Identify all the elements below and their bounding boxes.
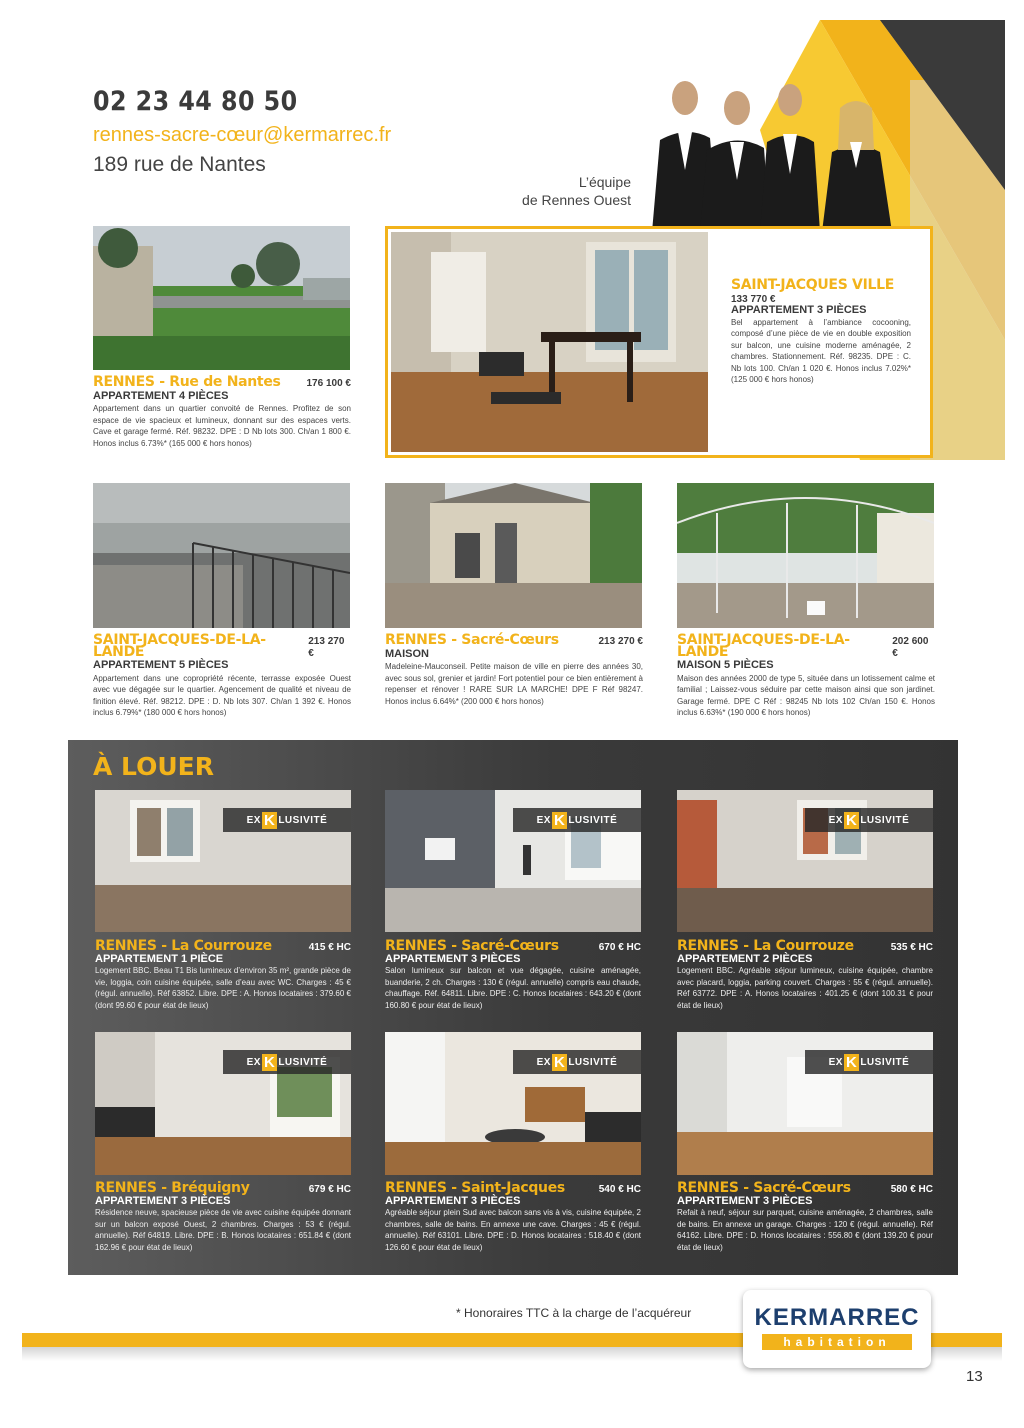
listing-price: 213 270 € [308,636,345,659]
rental-card[interactable] [677,938,933,1011]
property-photo[interactable] [93,226,350,370]
property-photo[interactable] [677,790,933,932]
rental-city: RENNES - Sacré-Cœurs [385,938,559,954]
featured-listing[interactable] [385,226,933,458]
rental-price: 670 € HC [598,942,641,953]
rental-price: 679 € HC [308,1184,351,1195]
agency-email[interactable]: rennes-sacre-cœur@kermarrec.fr [93,124,392,146]
rental-description: Agréable séjour plein Sud avec balcon sans vis à vis, cuisine équipée, 2 chambres, salle de bains. En annexe une cave. Charges : 45 € (régul. annuelle). Réf 63101. Libre. DPE : D. Honos locataires : 518.40 € (dont 126.60 € pour état de lieux) [385,1208,641,1252]
listing-city: RENNES - Rue de Nantes [93,374,281,390]
exclusivity-badge: EX K LUSIVITÉ [223,808,351,832]
rental-city: RENNES - La Courrouze [95,938,272,954]
listing-card[interactable] [93,632,351,719]
rental-card[interactable] [95,938,351,1011]
page-number: 13 [966,1368,983,1385]
listing-card[interactable] [93,374,351,449]
property-photo[interactable] [93,483,350,628]
listing-price: 176 100 € [306,378,351,389]
listing-city: SAINT-JACQUES-DE-LA-LANDE [677,632,850,660]
property-photo[interactable] [385,483,642,628]
listing-city: RENNES - Sacré-Cœurs [385,632,559,648]
rental-city: RENNES - Sacré-Cœurs [677,1180,851,1196]
rental-card[interactable] [677,1180,933,1253]
rental-card[interactable] [95,1180,351,1253]
listing-type: MAISON 5 PIÈCES [677,659,774,671]
listing-type: APPARTEMENT 4 PIÈCES [93,389,229,402]
exclusivity-badge: EX K LUSIVITÉ [513,808,641,832]
listing-city: SAINT-JACQUES-DE-LA-LANDE [93,632,266,660]
listing-price: 213 270 € [598,636,643,647]
rent-section-title: À LOUER [93,752,214,781]
team-caption-line2: de Rennes Ouest [522,192,631,208]
rental-type: APPARTEMENT 3 PIÈCES [95,1194,231,1207]
listing-description: Maison des années 2000 de type 5, située dans un lotissement calme et familial ; Laissez-vous séduire par cette maison ainsi que son jardinet. Garage fermé. DPE C Réf : 98245 Nb lots 102 Ch/an 150 €. Honos inclus 6.63%* (190 000 € hors honos) [677,673,935,717]
rental-city: RENNES - Bréquigny [95,1180,250,1196]
property-photo[interactable] [95,1032,351,1175]
team-caption [522,173,631,209]
team-caption-line1: L’équipe [578,174,631,190]
listing-card[interactable] [385,632,643,707]
property-photo[interactable] [95,790,351,932]
footnote: * Honoraires TTC à la charge de l’acquéreur [456,1306,692,1320]
logo-subtitle: habitation [762,1334,912,1350]
listing-description: Appartement dans une copropriété récente, terrasse exposée Ouest avec vue dégagée sur le quartier. Agencement de qualité et niveau de finition élevé. Réf. 98212. DPE : D. Nb lots 307. Ch/an 1 392 €. Honos inclus 6.79%* (180 000 € hors honos) [93,673,351,717]
listing-description: Appartement dans un quartier convoité de Rennes. Profitez de son espace de vie spacieux et lumineux, donnant sur des espaces verts. Cave et garage fermé. Réf. 98232. DPE : D Nb lots 300. Ch/an 1 800 €. Honos inclus 6.73%* (165 000 € hors honos) [93,404,351,448]
kermarrec-logo[interactable] [743,1290,931,1368]
exclusivity-badge: EX K LUSIVITÉ [805,1050,933,1074]
property-photo[interactable] [385,1032,641,1175]
agency-phone[interactable]: 02 23 44 80 50 [93,86,298,117]
property-photo[interactable] [385,790,641,932]
listing-type: APPARTEMENT 3 PIÈCES [731,304,867,316]
exclusivity-badge: EX K LUSIVITÉ [513,1050,641,1074]
rental-type: APPARTEMENT 3 PIÈCES [677,1194,813,1207]
rental-type: APPARTEMENT 1 PIÈCE [95,952,224,965]
rental-description: Résidence neuve, spacieuse pièce de vie avec cuisine équipée donnant sur un balcon exposé Ouest, 2 chambres. Charges : 53 € (régul. annuelle). Réf 64819. Libre. DPE : B. Honos locataires : 651.84 € (dont 162.96 € pour état de lieux) [95,1208,351,1252]
rental-type: APPARTEMENT 2 PIÈCES [677,952,813,965]
logo-name: KERMARREC [754,1304,920,1331]
agency-address: 189 rue de Nantes [93,153,266,176]
rental-description: Logement BBC. Agréable séjour lumineux, cuisine équipée, chambre avec placard, loggia, parking couvert. Charges : 55 € (régul. annuelle). Réf 63772. DPE : A. Honos locataires : 401.25 € (dont 100.31 € pour état de lieux) [677,966,933,1010]
rental-description: Logement BBC. Beau T1 Bis lumineux d’environ 35 m², grande pièce de vie, loggia, coin cuisine équipée, salle d’eau avec WC. Charges : 45 € (régul. annuelle). Réf 63852. Libre. DPE : A. Honos locataires : 379.60 € (dont 99.60 € pour état de lieux) [95,966,351,1010]
listing-city: SAINT-JACQUES VILLE [731,277,895,293]
rental-price: 580 € HC [890,1184,933,1195]
rental-type: APPARTEMENT 3 PIÈCES [385,1194,521,1207]
property-photo[interactable] [391,232,708,452]
rental-price: 415 € HC [308,942,351,953]
listing-price: 202 600 € [892,636,929,659]
rental-city: RENNES - Saint-Jacques [385,1180,565,1196]
rental-price: 535 € HC [890,942,933,953]
rental-type: APPARTEMENT 3 PIÈCES [385,952,521,965]
listing-price: 133 770 € [731,293,776,305]
featured-listing-text [731,277,911,386]
rental-city: RENNES - La Courrouze [677,938,854,954]
rental-card[interactable] [385,938,641,1011]
rental-description: Salon lumineux sur balcon et vue dégagée, cuisine aménagée, buanderie, 2 ch. Charges : 130 € (régul. annuelle) compris eau chaude, chauffage. Réf. 64811. Libre. DPE : C. Honos locataires : 643.20 € (dont 160.80 € pour état de lieux) [385,966,641,1010]
property-photo[interactable] [677,1032,933,1175]
rental-price: 540 € HC [598,1184,641,1195]
exclusivity-badge: EX K LUSIVITÉ [223,1050,351,1074]
team-photo [652,70,922,232]
exclusivity-badge: EX K LUSIVITÉ [805,808,933,832]
listing-description: Bel appartement à l’ambiance cocooning, composé d’une pièce de vie en double exposition sur balcon, une cuisine moderne aménagée, 2 chambres. Stationnement. Réf. 98235. DPE : C. Nb lots 100. Ch/an 1 020 €. Honos inclus 7.02%* (125 000 € hors honos) [731,317,911,384]
property-photo[interactable] [677,483,934,628]
listing-type: APPARTEMENT 5 PIÈCES [93,659,229,671]
rental-description: Refait à neuf, séjour sur parquet, cuisine aménagée, 2 chambres, salle de bains. En annexe un garage. Charges : 120 € (régul. annuelle). Réf 64162. Libre. DPE : D. Honos locataires : 556.80 € (dont 139.20 € pour état de lieux) [677,1208,933,1252]
listing-card[interactable] [677,632,935,719]
listing-type: MAISON [385,647,429,660]
listing-description: Madeleine-Mauconseil. Petite maison de ville en pierre des années 30, avec sous sol, grenier et jardin! Fort potentiel pour ce bien entièrement à repenser et rénover ! RARE SUR LA MARCHE! DPE F Réf 98247. Honos inclus 6.64%* (200 000 € hors honos) [385,662,643,706]
rental-card[interactable] [385,1180,641,1253]
